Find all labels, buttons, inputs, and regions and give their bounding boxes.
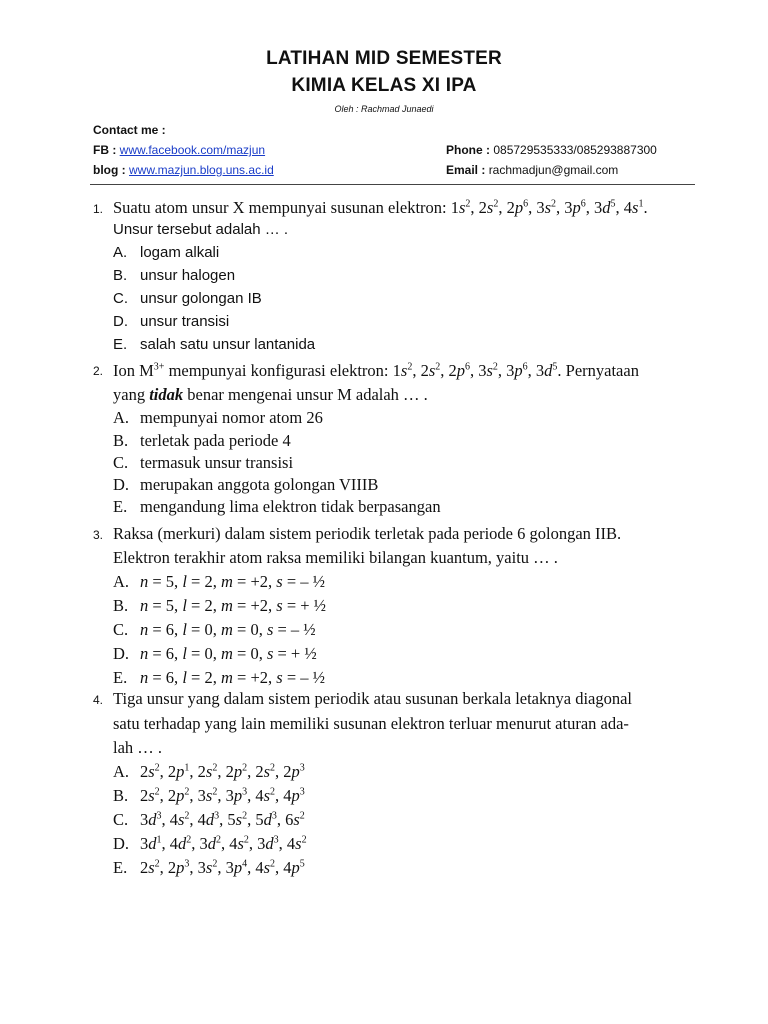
phone-value: 085729535333/085293887300 (493, 143, 657, 157)
question-1-number: 1. (93, 202, 104, 216)
question-1-stem: Suatu atom unsur X mempunyai susunan elektron: $1s^2$, $2s^2$, $2p^6$, $3s^2$, $3p^6$, $3d^5$, $4s^1$. (113, 198, 648, 217)
question-3-stem-line2: Elektron terakhir atom raksa memiliki bilangan kuantum, yaitu … . (113, 548, 558, 567)
question-4-option-d[interactable]: D. $3d^1$, $4d^2$, $3d^2$, $4s^2$, $3d^3$, $4s^2$ (113, 834, 307, 853)
question-3-option-e[interactable]: E. n = 6, l = 2, m = +2, s = – ½ (113, 668, 325, 687)
question-1-option-b[interactable]: B. unsur halogen (113, 267, 236, 284)
facebook-label: FB : (93, 143, 120, 157)
question-2-option-d[interactable]: D. merupakan anggota golongan VIIIB (113, 475, 379, 494)
blog-link[interactable]: www.mazjun.blog.uns.ac.id (129, 163, 274, 177)
contact-facebook (93, 143, 265, 157)
blog-label: blog : (93, 163, 129, 177)
question-4-option-c[interactable]: C. $3d^3$, $4s^2$, $4d^3$, $5s^2$, $5d^3$, $6s^2$ (113, 810, 305, 829)
contact-heading: Contact me : (93, 123, 166, 137)
question-1-option-d[interactable]: D. unsur transisi (113, 313, 230, 330)
header-divider (90, 184, 695, 185)
contact-phone (446, 143, 657, 157)
question-3-option-c[interactable]: C. n = 6, l = 0, m = 0, s = – ½ (113, 620, 316, 639)
facebook-link[interactable]: www.facebook.com/mazjun (119, 143, 266, 157)
question-2-option-b[interactable]: B. terletak pada periode 4 (113, 431, 291, 450)
contact-email (446, 163, 618, 177)
question-1-stem-line2: Unsur tersebut adalah … . (113, 221, 289, 238)
question-2-stem: Ion $M^{3+}$ mempunyai konfigurasi elektron: $1s^2$, $2s^2$, $2p^6$, $3s^2$, $3p^6$, $3d^5$. Pernyataan (113, 361, 639, 380)
question-2-option-e[interactable]: E. mengandung lima elektron tidak berpasangan (113, 497, 441, 516)
email-value: rachmadjun@gmail.com (488, 163, 619, 177)
question-4-stem-line3: lah … . (113, 738, 163, 757)
question-3-number: 3. (93, 528, 104, 542)
question-2-number: 2. (93, 364, 104, 378)
email-label: Email : (446, 163, 489, 177)
question-3-option-a[interactable]: A. n = 5, l = 2, m = +2, s = – ½ (113, 572, 325, 591)
question-1-option-c[interactable]: C. unsur golongan IB (113, 290, 262, 307)
question-3-option-b[interactable]: B. n = 5, l = 2, m = +2, s = + ½ (113, 596, 327, 615)
question-4-number: 4. (93, 693, 104, 707)
phone-label: Phone : (446, 143, 494, 157)
contact-blog (93, 163, 274, 177)
page-subtitle: KIMIA KELAS XI IPA (291, 75, 477, 96)
question-4-option-b[interactable]: B. $2s^2$, $2p^2$, $3s^2$, $3p^3$, $4s^2$, $4p^3$ (113, 786, 305, 805)
question-4-option-e[interactable]: E. $2s^2$, $2p^3$, $3s^2$, $3p^4$, $4s^2$, $4p^5$ (113, 858, 305, 877)
question-4-stem-line2: satu terhadap yang lain memiliki susunan elektron terluar menurut aturan ada- (113, 714, 629, 733)
question-3-option-d[interactable]: D. n = 6, l = 0, m = 0, s = + ½ (113, 644, 317, 663)
question-1-option-a[interactable]: A. logam alkali (113, 244, 220, 261)
question-4-option-a[interactable]: A. $2s^2$, $2p^1$, $2s^2$, $2p^2$, $2s^2$, $2p^3$ (113, 762, 305, 781)
question-2-stem-line2: yang tidak benar mengenai unsur M adalah … . (113, 385, 428, 404)
question-2-option-c[interactable]: C. termasuk unsur transisi (113, 453, 294, 472)
question-3-stem: Raksa (merkuri) dalam sistem periodik terletak pada periode 6 golongan IIB. (113, 524, 622, 543)
question-2-option-a[interactable]: A. mempunyai nomor atom 26 (113, 408, 323, 427)
author-credit: Oleh : Rachmad Junaedi (334, 104, 434, 114)
question-4-stem: Tiga unsur yang dalam sistem periodik atau susunan berkala letaknya diagonal (113, 689, 633, 708)
page-title: LATIHAN MID SEMESTER (266, 48, 502, 69)
question-1-option-e[interactable]: E. salah satu unsur lantanida (113, 336, 316, 353)
